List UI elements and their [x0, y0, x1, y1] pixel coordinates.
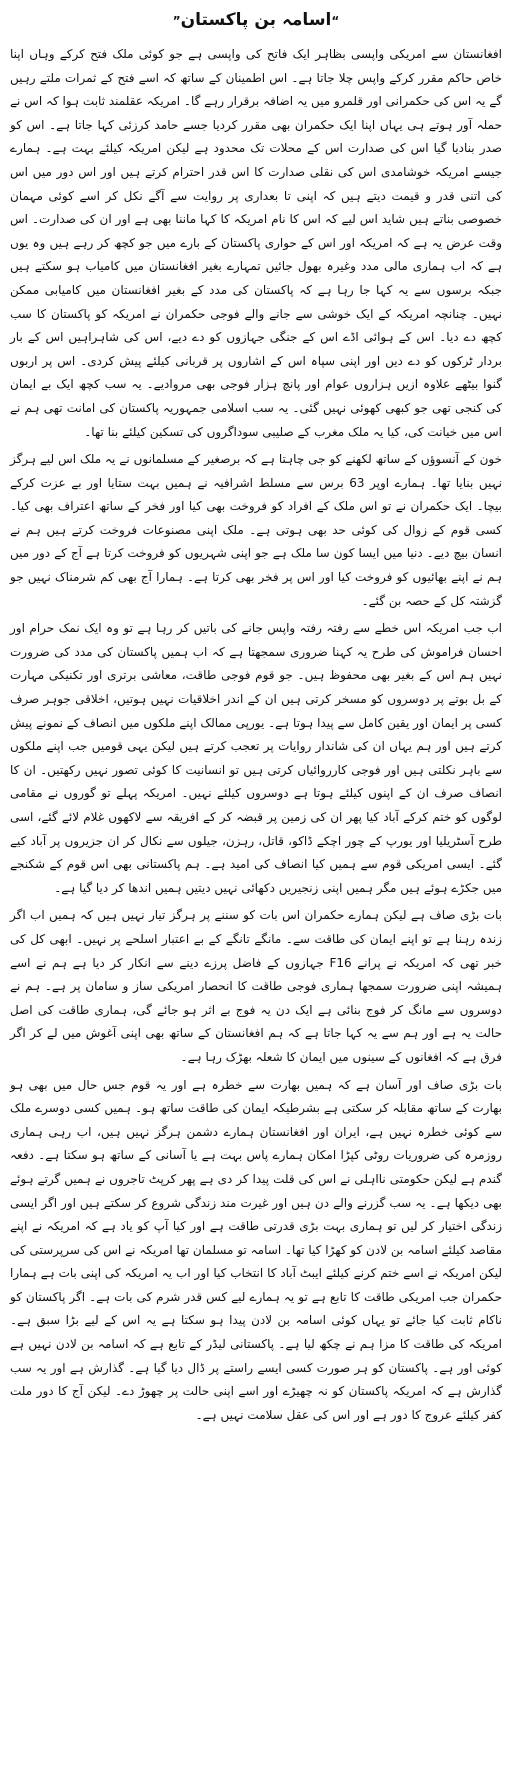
title-text: اسامہ بن پاکستان	[180, 10, 332, 30]
title-quote-close: ”	[172, 14, 181, 28]
title-quote-open: “	[331, 14, 340, 28]
paragraph: بات بڑی صاف اور آسان ہے کہ ہمیں بھارت سے خطرہ ہے اور یہ قوم جس حال میں بھی ہو بھارت کے ساتھ مقابلہ کر سکتی ہے بشرطیکہ ایمان کی طاقت ساتھ ہو۔ ہمیں کسی دوسرے ملک سے کوئی خطرہ نہیں ہے، ایران اور افغانستان ہمارے دشمن ہرگز نہیں ہیں، اب رہی ہماری روزمرہ کی ضروریات روٹی کپڑا امکان ہمارے پاس بہت ہے یا آسانی کے ساتھ ہو سکتا ہے۔ دفعہ گندم ہے لیکن حکومتی نااہلی نے اس کی قلت پیدا کر دی ہے پھر کرپٹ تاجروں نے ہمیں گرتے ہوئے بھی دیکھا ہے۔ یہ سب گزرنے والے دن ہیں اور غیرت مند زندگی شروع کر سکتے ہیں اور اگر ایسی زندگی اختیار کر لیں تو ہماری بہت بڑی قدرتی طاقت ہے اور کیا آپ کو یاد ہے کہ امریکہ نے اپنے مقاصد کیلئے اسامہ بن لادن کو کھڑا کیا تھا۔ اسامہ تو مسلمان تھا امریکہ نے اس کی سرپرستی کی لیکن امریکہ نے اسے ختم کرنے کیلئے ایبٹ آباد کا انتخاب کیا اور اب یہ امریکہ کی اپنی بات ہے ہمارا حکمران جب امریکی طاقت کا تابع ہے تو یہ ہمارے لیے کس قدر شرم کی بات ہے۔ اگر پاکستان کو ناکام ثابت کیا جائے تو یہاں کوئی اسامہ بن لادن پیدا ہو سکتا ہے یہ اس کے لیے بڑا سبق ہے۔ امریکہ کی طاقت کا مزا ہم نے چکھ لیا ہے۔ پاکستانی لیڈر کے تابع ہے کہ اسامہ بن لادن نہیں ہے کوئی اور ہے۔ پاکستان کو ہر صورت کسی ایسے راستے پر ڈال دیا گیا ہے۔ گذارش ہے اور یہ سب گذارش ہے کہ امریکہ پاکستان کو نہ چھیڑے اور اسے اپنی حالت پر چھوڑ دے۔ لیکن آج کا دور ملت کفر کیلئے عروج کا دور ہے اور اس کی عقل سلامت نہیں ہے۔	[10, 1077, 502, 1422]
article-body	[10, 43, 502, 1427]
paragraph: خون کے آنسوؤں کے ساتھ لکھنے کو جی چاہتا ہے کہ برصغیر کے مسلمانوں نے یہ ملک اس لیے ہرگز نہیں بنایا تھا۔ ہمارے اوپر 63 برس سے مسلط اشرافیہ نے ہمیں بہت ستایا اور بے عزت کرکے بیچا۔ ایک حکمران نے تو اس ملک کے افراد کو فروخت بھی کیا اور فخر کے ساتھ اعتراف بھی کیا۔ کسی قوم کے زوال کی کوئی حد بھی ہوتی ہے۔ ملک اپنی مصنوعات فروخت کرتے ہیں ہم نے انسان بیچ دیے۔ دنیا میں ایسا کون سا ملک ہے جو اپنی شہریوں کو فروخت کرتا ہے آج کے دور میں ہم نے اپنے بھائیوں کو فروخت کیا اور اس پر فخر بھی کرتا ہے۔ ہمارا آج بھی کم شرمناک نہیں جو گزشتہ کل کے حصہ بن گئے۔	[10, 452, 502, 608]
paragraph: افغانستان سے امریکی واپسی بظاہر ایک فاتح کی واپسی ہے جو کوئی ملک فتح کرکے وہاں اپنا خاص حاکم مقرر کرکے واپس چلا جاتا ہے۔ اس اطمینان کے ساتھ کہ اسے فتح کے ثمرات ملتے رہیں گے یہ اس کی حکمرانی اور قلمرو میں یہ اضافہ برقرار رہے گا۔ امریکہ عقلمند ثابت ہوا کہ اس نے حملہ آور ہوتے ہی یہاں اپنا ایک حکمران بھی مقرر کردیا جسے حامد کرزئی کہا جاتا ہے۔ اس کو صدر بنادیا گیا اس کی صدارت اس کے محلات تک محدود ہے لیکن امریکہ کیلئے بہت ہے۔ ہمارے جیسے امریکہ خوشامدی اس کی نقلی صدارت کا اس قدر احترام کرتے ہیں اور اس دور میں اس کی اتنی قدر و قیمت دیتے ہیں کہ اپنی تا بعداری پر روایت سے آگے نکل کر اسے کوئی مہمان خصوصی بناتے ہیں شاید اس لیے کہ اس کا نام امریکہ کا کہا ماننا بھی ہے اور ان کی صدارت۔ اس وقت عرض یہ ہے کہ امریکہ اور اس کے حواری پاکستان کے بارے میں جو کچھ کر رہے ہیں وہ یوں ہے کہ اب ہماری مالی مدد وغیرہ بھول جائیں تمہارے بغیر افغانستان میں کامیاب ہو سکتے ہیں جبکہ برسوں سے یہ کہا جا رہا ہے کہ پاکستان کی مدد کے بغیر افغانستان میں کامیابی ممکن نہیں۔ چنانچہ امریکہ کے ایک خوشی سے جانے والے فوجی حکمران نے امریکہ کو پاکستان کا سب کچھ دے دیا۔ اس کے ہوائی اڈے اس کے جنگی جہازوں کو دے دیے، اس کی شاہراہیں اس کے بار بردار ٹرکوں کو دے دیں اور اپنی سپاہ اس کے اشاروں پر قربانی کیلئے پیش کردی۔ اس پر اربوں گنوا بیٹھے علاوہ ازیں ہزاروں عوام اور پانچ ہزار فوجی بھی مروادیے۔ یہ سب کچھ ایک بے ایمان کی کنجی تھی جو کبھی کھوئی نہیں گئی۔ یہ سب اسلامی جمہوریہ پاکستان کی امانت تھی ہم نے اس میں خیانت کی، کیا یہ ملک مغرب کے صلیبی سوداگروں کی تسکین کیلئے بنا تھا۔	[10, 47, 502, 439]
paragraph: اب جب امریکہ اس خطے سے رفتہ رفتہ واپس جانے کی باتیں کر رہا ہے تو وہ ایک نمک حرام اور احسان فراموش کی طرح یہ کہنا ضروری سمجھتا ہے کہ اب ہمیں پاکستان کی مدد کی ضرورت نہیں ہم اس کے بغیر بھی محفوظ ہیں۔ جو قوم فوجی طاقت، معاشی برتری اور تکنیکی مہارت کے بل بوتے پر دوسروں کو مسخر کرتی ہیں ان کے اندر اخلاقیات نہیں ہوتیں، اخلاقی جوہر صرف کسی پر ایمان اور یقین کامل سے پیدا ہوتا ہے۔ یورپی ممالک اپنے ملکوں میں انصاف کے نمونے پیش کرتے ہیں اور ہم یہاں ان کی شاندار روایات پر تعجب کرتے ہیں لیکن یہی قومیں جب اپنے ملکوں سے باہر نکلتی ہیں اور فوجی کارروائیاں کرتی ہیں تو انسانیت کا کوئی تصور نہیں رکھتیں۔ ان کا انصاف صرف ان کے اپنوں کیلئے ہوتا ہے دوسروں کیلئے نہیں۔ امریکہ پہلے تو گوروں نے مقامی لوگوں کو ختم کرکے آباد کیا پھر ان کی زمین پر قبضہ کر کے افریقہ سے لاکھوں غلام لائے گئے، اسی طرح آسٹریلیا اور یورپ کے چور اچکے ڈاکو، قاتل، رہزن، جیلوں سے نکال کر ان جزیروں پر آباد کیے گئے۔ ایسی امریکی قوم سے ہمیں کیا انصاف کی امید ہے۔ ہم پاکستانی بھی اس قوم کے شکنجے میں جکڑے ہوئے ہیں مگر ہمیں اپنی زنجیریں دکھائی نہیں دیتیں ہمیں اندھا کر دیا گیا ہے۔	[10, 621, 502, 895]
article-title	[10, 8, 502, 33]
paragraph: بات بڑی صاف ہے لیکن ہمارے حکمران اس بات کو سننے پر ہرگز تیار نہیں ہیں کہ ہمیں اب اگر زندہ رہنا ہے تو اپنے ایمان کی طاقت سے۔ مانگے تانگے کے بے اعتبار اسلحے پر نہیں۔ ابھی کل کی خبر تھی کہ امریکہ نے پرانے F16 جہازوں کے فاضل پرزے دینے سے انکار کر دیا ہے ہم نے اسے ہمیشہ اپنی ضرورت سمجھا ہماری فوجی طاقت کا انحصار امریکی ساز و سامان پر ہے۔ ہم نے دوسروں سے مانگ کر فوج بنائی ہے ایک دن یہ فوج بے اثر ہو جائے گی، ہماری طاقت کی اصل حالت یہ ہے اور ہم سے یہ کہا جاتا ہے کہ ہم افغانستان کے ساتھ بھی اپنی آغوش میں لے کر اگر فرق ہے کہ افغانوں کے سینوں میں ایمان کا شعلہ بھڑک رہا ہے۔	[10, 908, 502, 1064]
